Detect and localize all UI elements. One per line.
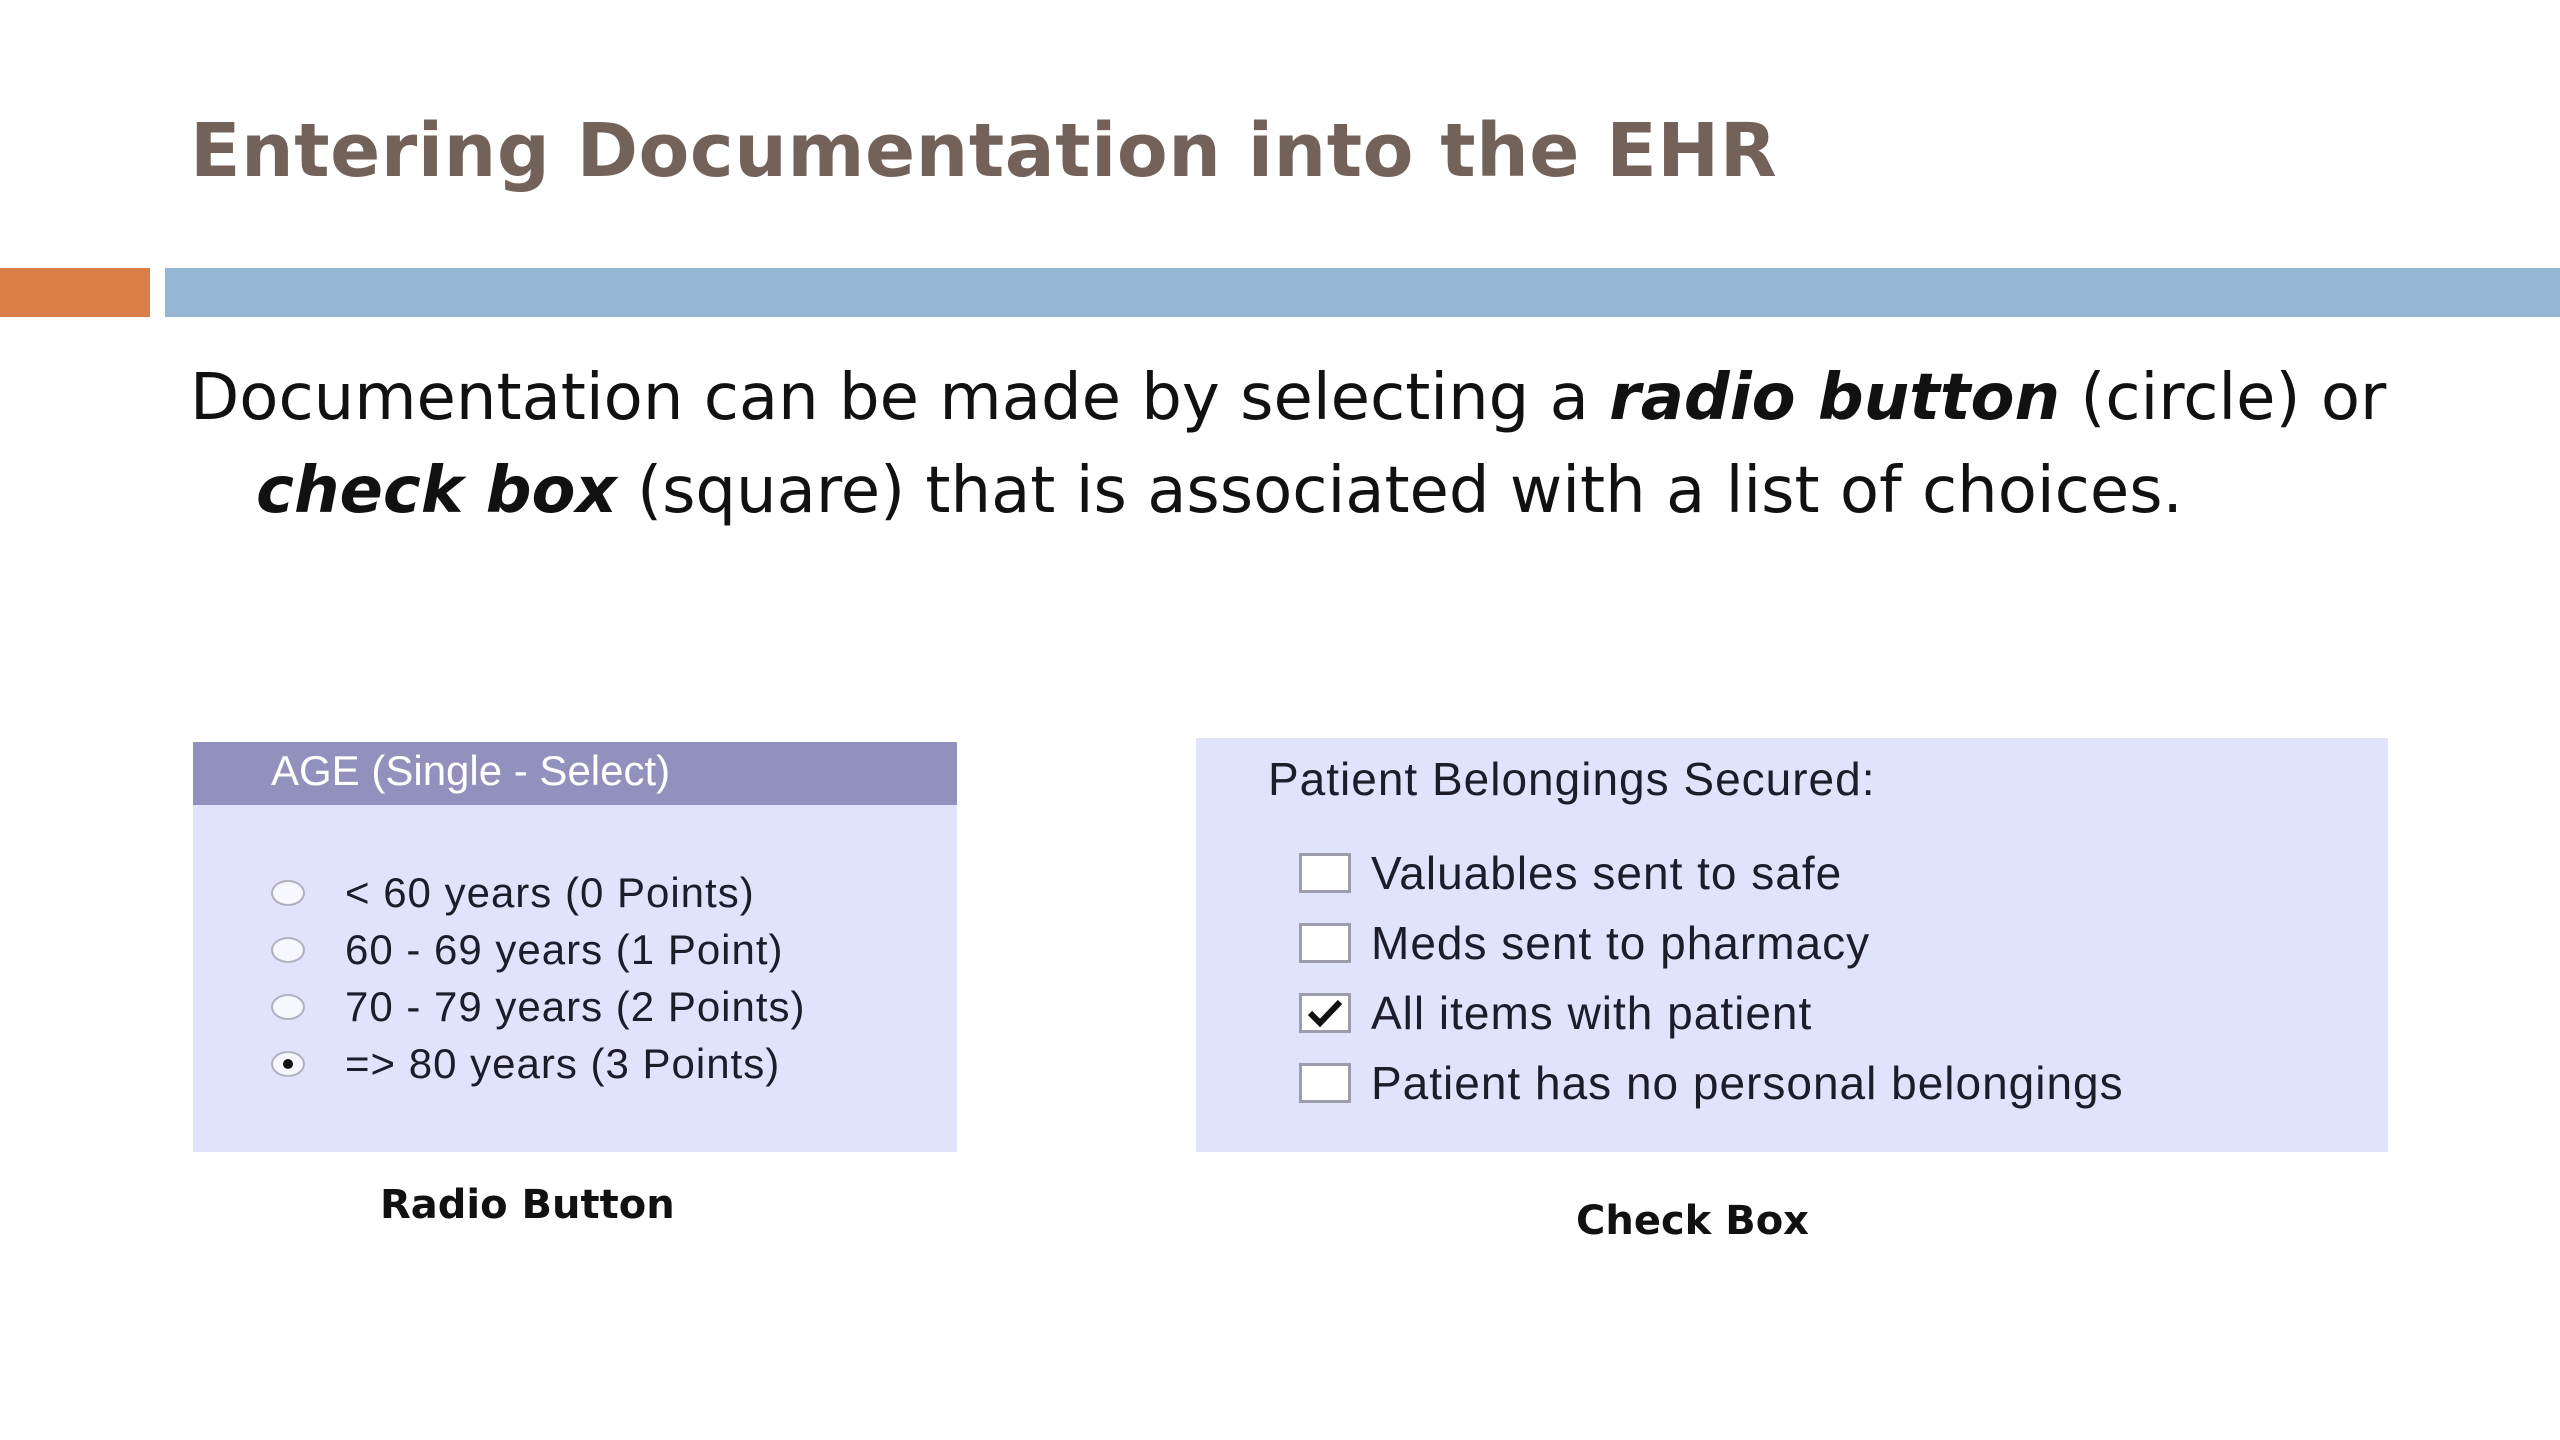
checkbox-item-all-items[interactable] [1299, 978, 2124, 1048]
radio-option-60-69[interactable] [271, 921, 806, 978]
checkbox-no-belongings[interactable] [1299, 1063, 1351, 1103]
radio-button-caption: Radio Button [380, 1182, 675, 1228]
body-text-part3: (square) that is associated with a list of choices. [616, 454, 2183, 528]
radio-option-70-79[interactable] [271, 978, 806, 1035]
checkbox-valuables[interactable] [1299, 853, 1351, 893]
slide-title: Entering Documentation into the EHR [190, 108, 1778, 194]
belongings-checkbox-panel [1196, 738, 2388, 1152]
radio-option-label: 70 - 79 years (2 Points) [345, 982, 806, 1030]
radio-option-under-60[interactable] [271, 864, 806, 921]
belongings-checkbox-list [1299, 838, 2124, 1118]
radio-button-under-60[interactable] [271, 880, 305, 906]
body-text-part1: Documentation can be made by selecting a [190, 361, 1610, 435]
radio-option-label: < 60 years (0 Points) [345, 868, 755, 916]
check-box-caption: Check Box [1576, 1198, 1809, 1244]
body-text-radio-button-term: radio button [1609, 361, 2060, 435]
checkbox-label: Meds sent to pharmacy [1371, 917, 1871, 969]
checkbox-meds[interactable] [1299, 923, 1351, 963]
age-radio-list [271, 864, 806, 1092]
checkmark-icon [1306, 998, 1344, 1028]
radio-button-60-69[interactable] [271, 937, 305, 963]
checkbox-item-meds[interactable] [1299, 908, 2124, 978]
accent-bar-blue [165, 268, 2560, 317]
body-text-check-box-term: check box [256, 454, 617, 528]
radio-option-label: => 80 years (3 Points) [345, 1039, 781, 1087]
age-radio-header: AGE (Single - Select) [193, 742, 957, 805]
checkbox-item-valuables[interactable] [1299, 838, 2124, 908]
radio-option-80-plus[interactable] [271, 1035, 806, 1092]
checkbox-label: Patient has no personal belongings [1371, 1057, 2124, 1109]
checkbox-label: All items with patient [1371, 987, 1813, 1039]
checkbox-label: Valuables sent to safe [1371, 847, 1843, 899]
radio-button-80-plus[interactable] [271, 1051, 305, 1077]
radio-button-70-79[interactable] [271, 994, 305, 1020]
checkbox-item-no-belongings[interactable] [1299, 1048, 2124, 1118]
accent-bar-orange [0, 268, 150, 317]
body-text-part2: (circle) or [2060, 361, 2387, 435]
checkbox-all-items[interactable] [1299, 993, 1351, 1033]
age-radio-panel [193, 742, 957, 1152]
belongings-title: Patient Belongings Secured: [1268, 753, 1876, 805]
body-text [190, 352, 2486, 538]
radio-option-label: 60 - 69 years (1 Point) [345, 925, 784, 973]
